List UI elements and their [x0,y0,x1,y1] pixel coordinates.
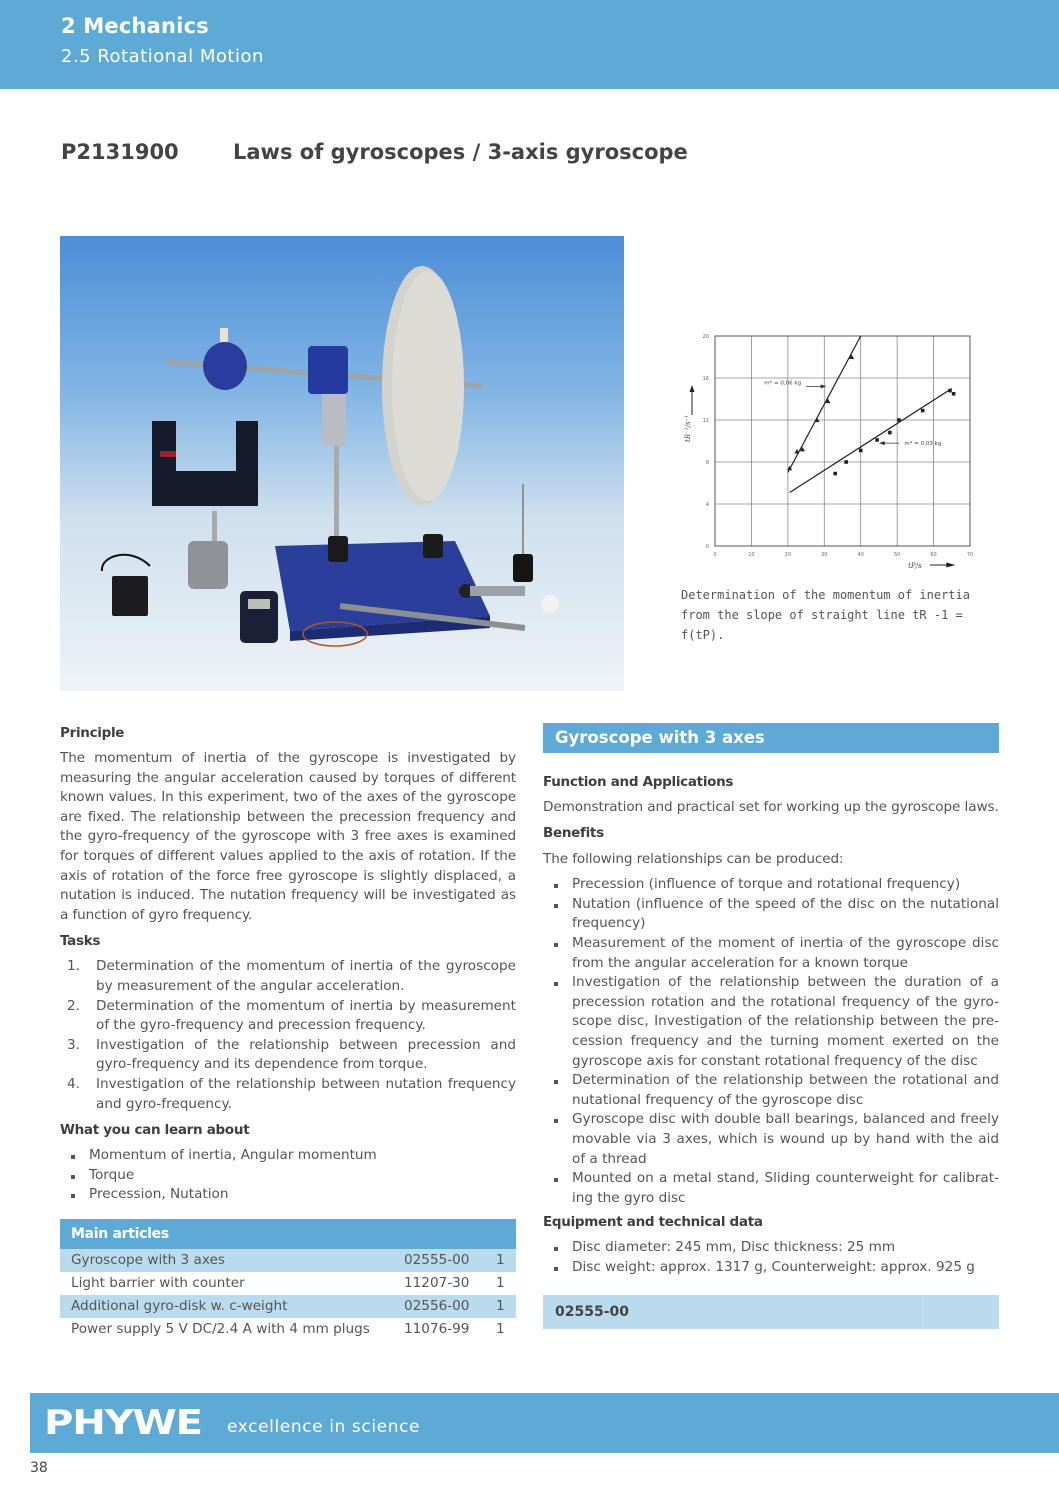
principle-text: The momentum of inertia of the gyroscope is investigated by measuring the angular acceleration caused by torques of different known values. In this experiment, two of the axes of the gyroscope are fixed. The relationship between the precession frequency and the gyro-frequency of the gyroscope with 3 free axes is examined for torques of different values applied to the axis of rotation. If the axis of rotation of the force free gyroscope is slightly displaced, a nutation is induced. The nutation frequency will be investigated as a function of gyro frequency. [60,750,516,923]
learn-item: Momentum of inertia, Angular momentum [60,1146,516,1166]
task-item: 3. Investigation of the relationship between precession and gyro-frequency and its dependence from torque. [67,1036,516,1073]
svg-text:4: 4 [705,502,709,508]
tasks-heading: Tasks [60,933,101,950]
function-heading: Function and Applications [543,774,734,790]
task-item: 1. Determination of the momentum of inertia of the gyroscope by measurement of the angular acceleration. [67,958,516,994]
footer-bar [30,1393,1059,1453]
equipment-item: Disc weight: approx. 1317 g, Counterweight: approx. 925 g [543,1258,999,1278]
chart-plot [680,330,980,580]
task-item: 4. Investigation of the relationship between nutation frequency and gyro-frequency. [67,1075,516,1112]
benefit-item: Gyroscope disc with double ball bearings, balanced and freely movable via 3 axes, which is wound up by hand with the aid of a thread [543,1110,999,1169]
equipment-heading: Equipment and technical data [543,1214,763,1231]
svg-text:70: 70 [966,552,974,558]
equipment-item: Disc diameter: 245 mm, Disc thickness: 25 mm [543,1238,999,1258]
svg-text:60: 60 [930,552,937,558]
left-column [60,723,516,1341]
svg-text:8: 8 [705,460,709,466]
svg-text:m* = 0,06 kg: m* = 0,06 kg [764,380,802,387]
benefit-item: Investigation of the relationship between the duration of a precession rotation and the rotational frequency of the gyro-scope disc, Investigation of the relationship between the pre-cession frequency and the turning moment exerted on the gyroscope axis for constant rotational frequency of the disc [543,973,999,1071]
svg-text:0: 0 [705,544,709,550]
benefit-item: Nutation (influence of the speed of the disc on the nutational frequency) [543,895,999,934]
learn-list [60,1146,516,1205]
svg-text:50: 50 [893,552,901,558]
main-articles-heading: Main articles [60,1219,516,1249]
order-code: 02555-00 [543,1295,999,1329]
inertia-chart [680,330,980,580]
chart-caption: Determination of the momentum of inertia from the slope of straight line tR -1 = f(tP). [681,588,970,642]
svg-text:m* = 0,03 kg: m* = 0,03 kg [904,441,942,448]
svg-text:20: 20 [702,334,709,340]
benefit-item: Measurement of the moment of inertia of the gyroscope disc from the angular acceleration for a known torque [543,934,999,973]
svg-text:16: 16 [702,376,709,382]
svg-text:tP/s: tP/s [908,562,922,570]
learn-item: Torque [60,1166,516,1186]
experiment-code: P2131900 [61,140,179,164]
benefits-list [543,875,999,1208]
svg-text:10: 10 [748,552,755,558]
table-row: Additional gyro-disk w. c-weight 02556-00 1 [60,1295,516,1318]
svg-text:12: 12 [702,418,709,424]
svg-text:20: 20 [784,552,792,558]
table-row: Light barrier with counter 11207-30 1 [71,1274,505,1291]
benefits-intro: The following relationships can be produced: [543,850,844,867]
chapter-title: 2 Mechanics [61,14,209,38]
table-row: Power supply 5 V DC/2.4 A with 4 mm plugs 11076-99 1 [71,1320,505,1337]
main-articles-table [60,1219,516,1341]
benefit-item: Determination of the relationship between the rotational and nutational frequency of the gyroscope disc [543,1071,999,1110]
principle-heading: Principle [60,725,125,741]
tagline: excellence in science [227,1417,421,1437]
apparatus-photo [60,236,624,691]
learn-heading: What you can learn about [60,1122,250,1139]
task-item: 2. Determination of the momentum of inertia by measurement of the gyro-frequency and precession frequency. [67,997,516,1034]
chapter-header-bar [0,0,1059,89]
gyroscope-apparatus-illustration [60,236,624,691]
section-title: 2.5 Rotational Motion [61,46,264,67]
benefit-item: Precession (influence of torque and rotational frequency) [543,875,999,895]
learn-item: Precession, Nutation [60,1185,516,1205]
function-text: Demonstration and practical set for working up the gyroscope laws. [543,799,999,815]
benefit-item: Mounted on a metal stand, Sliding counterweight for calibrat-ing the gyro disc [543,1169,999,1208]
experiment-title: Laws of gyroscopes / 3-axis gyroscope [233,140,688,164]
svg-text:30: 30 [821,552,828,558]
benefits-heading: Benefits [543,824,604,841]
tasks-list [60,957,516,1114]
svg-text:40: 40 [857,552,864,558]
phywe-logo: PHYWE [44,1403,202,1443]
right-column [543,723,999,1329]
equipment-list [543,1238,999,1277]
svg-text:0: 0 [713,552,717,558]
table-row: Gyroscope with 3 axes 02555-00 1 [60,1249,516,1272]
product-title: Gyroscope with 3 axes [543,723,999,753]
page-number: 38 [30,1460,48,1476]
page-title [61,140,688,164]
svg-text:tR⁻¹/s⁻¹: tR⁻¹/s⁻¹ [684,414,692,442]
